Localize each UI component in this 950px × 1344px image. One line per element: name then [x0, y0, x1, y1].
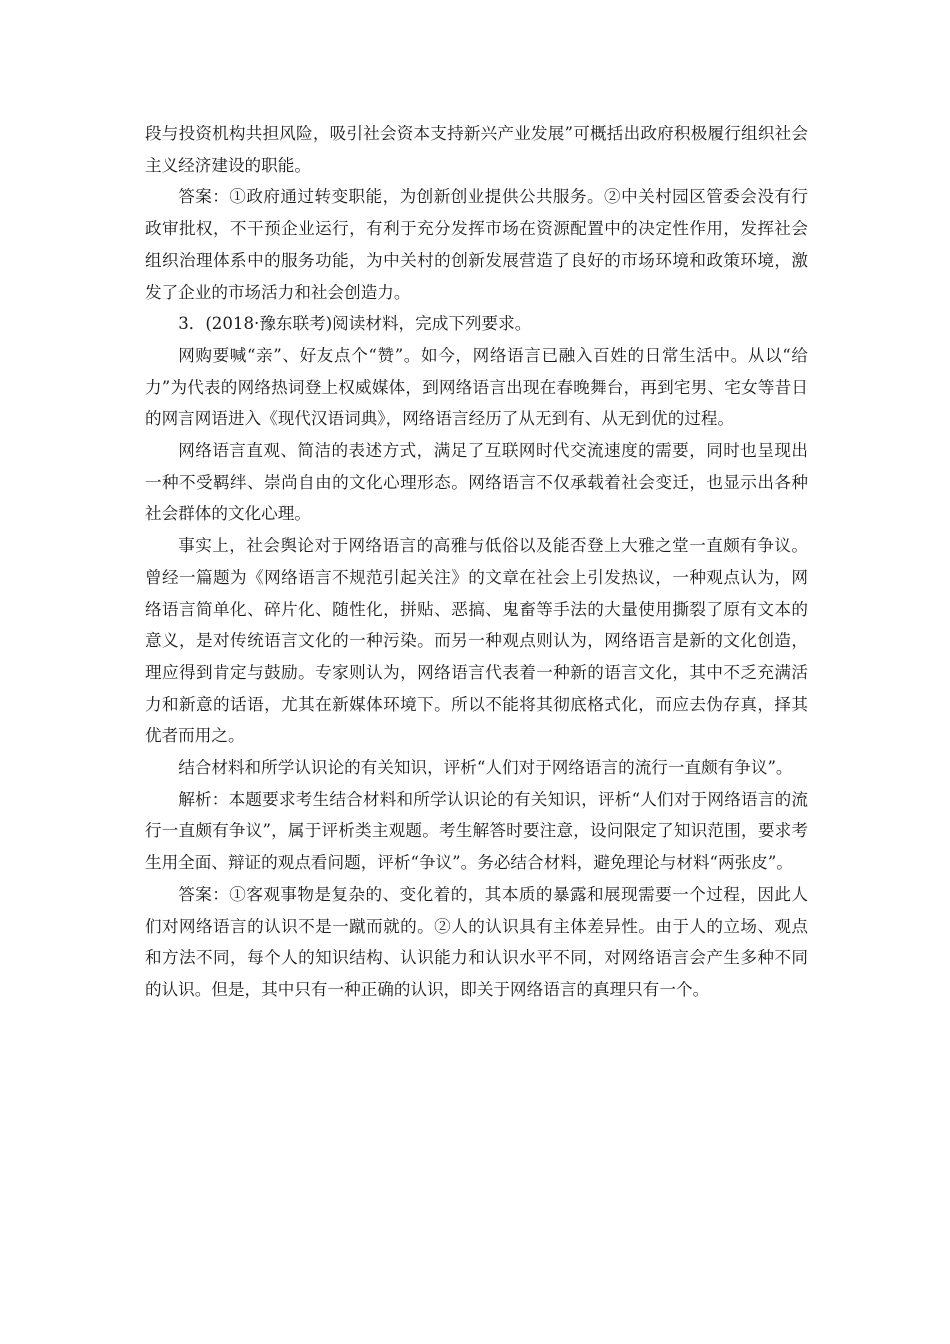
material-paragraph-1: 网购要喊“亲”、好友点个“赞”。如今，网络语言已融入百姓的日常生活中。从以“给力”为代表的网络热词登上权威媒体，到网络语言出现在春晚舞台，再到宅男、宅女等昔日的网言网语进入《现代汉语词典》，网络语言经历了从无到有、从无到优的过程。: [145, 345, 808, 429]
material-paragraph-3: 事实上，社会舆论对于网络语言的高雅与低俗以及能否登上大雅之堂一直颇有争议。曾经一篇题为《网络语言不规范引起关注》的文章在社会上引发热议，一种观点认为，网络语言简单化、碎片化、随性化，拼贴、恶搞、鬼畜等手法的大量使用撕裂了原有文本的意义，是对传统语言文化的一种污染。而另一种观点则认为，网络语言是新的文化创造，理应得到肯定与鼓励。专家则认为，网络语言代表着一种新的语言文化，其中不乏充满活力和新意的话语，尤其在新媒体环境下。所以不能将其彻底格式化，而应去伪存真，择其优者而用之。: [145, 536, 808, 746]
document-body: [145, 118, 808, 1006]
answer-paragraph: 答案：①政府通过转变职能，为创新创业提供公共服务。②中关村园区管委会没有行政审批权，不干预企业运行，有利于充分发挥市场在资源配置中的决定性作用，发挥社会组织治理体系中的服务功能，为中关村的创新发展营造了良好的市场环境和政策环境，激发了企业的市场活力和社会创造力。: [145, 187, 808, 302]
analysis-paragraph: 解析：本题要求考生结合材料和所学认识论的有关知识，评析“人们对于网络语言的流行一直颇有争议”，属于评析类主观题。考生解答时要注意，设问限定了知识范围，要求考生用全面、辩证的观点看问题，评析“争议”。务必结合材料，避免理论与材料“两张皮”。: [145, 789, 808, 873]
continuation-paragraph: 段与投资机构共担风险，吸引社会资本支持新兴产业发展”可概括出政府积极履行组织社会主义经济建设的职能。: [145, 124, 808, 175]
question-prompt: 结合材料和所学认识论的有关知识，评析“人们对于网络语言的流行一直颇有争议”。: [178, 758, 793, 778]
answer-paragraph-2: 答案：①客观事物是复杂的、变化着的，其本质的暴露和展现需要一个过程，因此人们对网络语言的认识不是一蹴而就的。②人的认识具有主体差异性。由于人的立场、观点和方法不同，每个人的知识结构、认识能力和认识水平不同，对网络语言会产生多种不同的认识。但是，其中只有一种正确的认识，即关于网络语言的真理只有一个。: [145, 884, 808, 999]
question-heading: 3．(2018·豫东联考)阅读材料，完成下列要求。: [178, 314, 532, 334]
material-paragraph-2: 网络语言直观、简洁的表述方式，满足了互联网时代交流速度的需要，同时也呈现出一种不受羁绊、崇尚自由的文化心理形态。网络语言不仅承载着社会变迁，也显示出各种社会群体的文化心理。: [145, 441, 808, 524]
